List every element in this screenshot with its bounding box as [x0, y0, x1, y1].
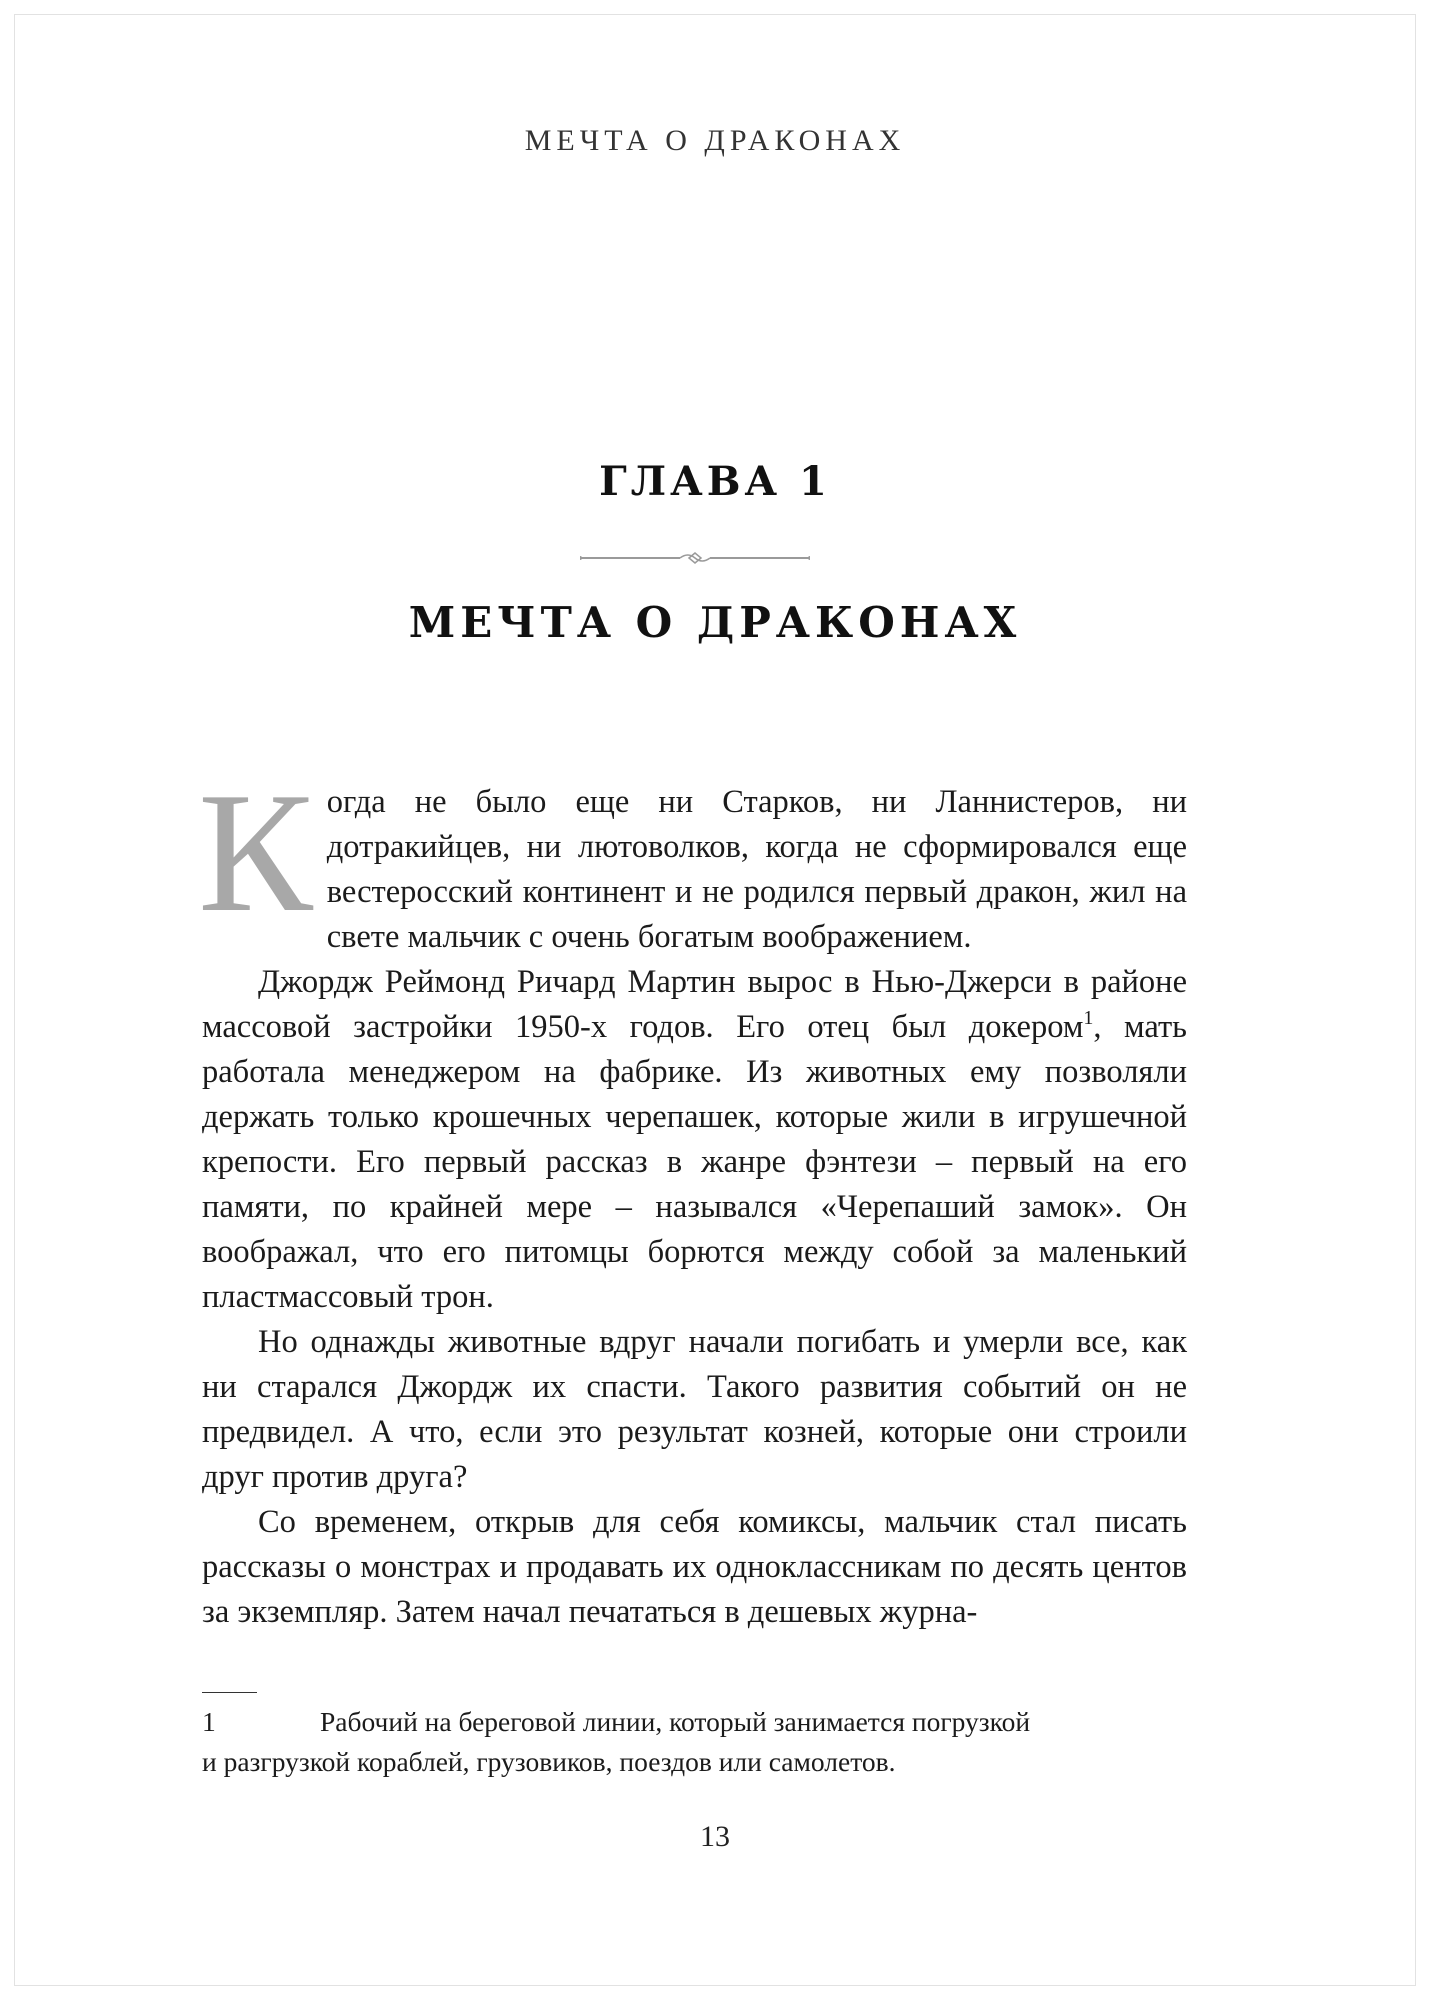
chapter-label: ГЛАВА 1	[599, 458, 831, 505]
footnote-reference: 1	[1083, 1007, 1094, 1029]
running-head: МЕЧТА О ДРАКОНАХ	[524, 124, 906, 157]
paragraph	[202, 960, 1187, 1320]
body-text	[198, 758, 1188, 1635]
page-number: 13	[700, 1820, 730, 1853]
paragraph	[198, 758, 1187, 960]
footnote-line	[202, 1702, 1187, 1742]
paragraph-text: огда не было еще ни Старков, ни Ланнистеров, ни дотракийцев, ни лютоволков, когда не сформировался еще вестеросский континент и не родился первый дракон, жил на свете мальчик с очень богатым воображением.	[326, 784, 1187, 955]
footnote-line: и разгрузкой кораблей, грузовиков, поездов или самолетов.	[202, 1746, 896, 1777]
paragraph-text: Джордж Реймонд Ричард Мартин вырос в Нью-Джерси в районе массовой застройки 1950-х годов. Его отец был докером	[202, 964, 1187, 1045]
drop-cap: К	[198, 758, 313, 948]
paragraph: Но однажды животные вдруг начали погибать и умерли все, как ни старался Джордж их спасти. Такого развития событий он не предвидел. А что, если это результат козней, которые они строили друг против друга?	[202, 1324, 1187, 1495]
chapter-title: МЕЧТА О ДРАКОНАХ	[408, 598, 1022, 647]
footnote-number: 1	[202, 1706, 216, 1737]
divider-ornament-icon	[580, 548, 810, 568]
paragraph: Со временем, открыв для себя комиксы, мальчик стал писать рассказы о монстрах и продавать их одноклассникам по десять центов за экземпляр. Затем начал печататься в дешевых журна-	[202, 1504, 1187, 1630]
footnote-separator	[202, 1692, 257, 1693]
paragraph-text: , мать работала менеджером на фабрике. Из животных ему позволяли держать только крошечных черепашек, которые жили в игрушечной крепости. Его первый рассказ в жанре фэнтези – первый на его памяти, по крайней мере – назывался «Черепаший замок». Он воображал, что его питомцы борются между собой за маленький пластмассовый трон.	[202, 1009, 1188, 1315]
footnote	[202, 1702, 1187, 1782]
footnote-text: Рабочий на береговой линии, который занимается погрузкой	[320, 1706, 1031, 1737]
